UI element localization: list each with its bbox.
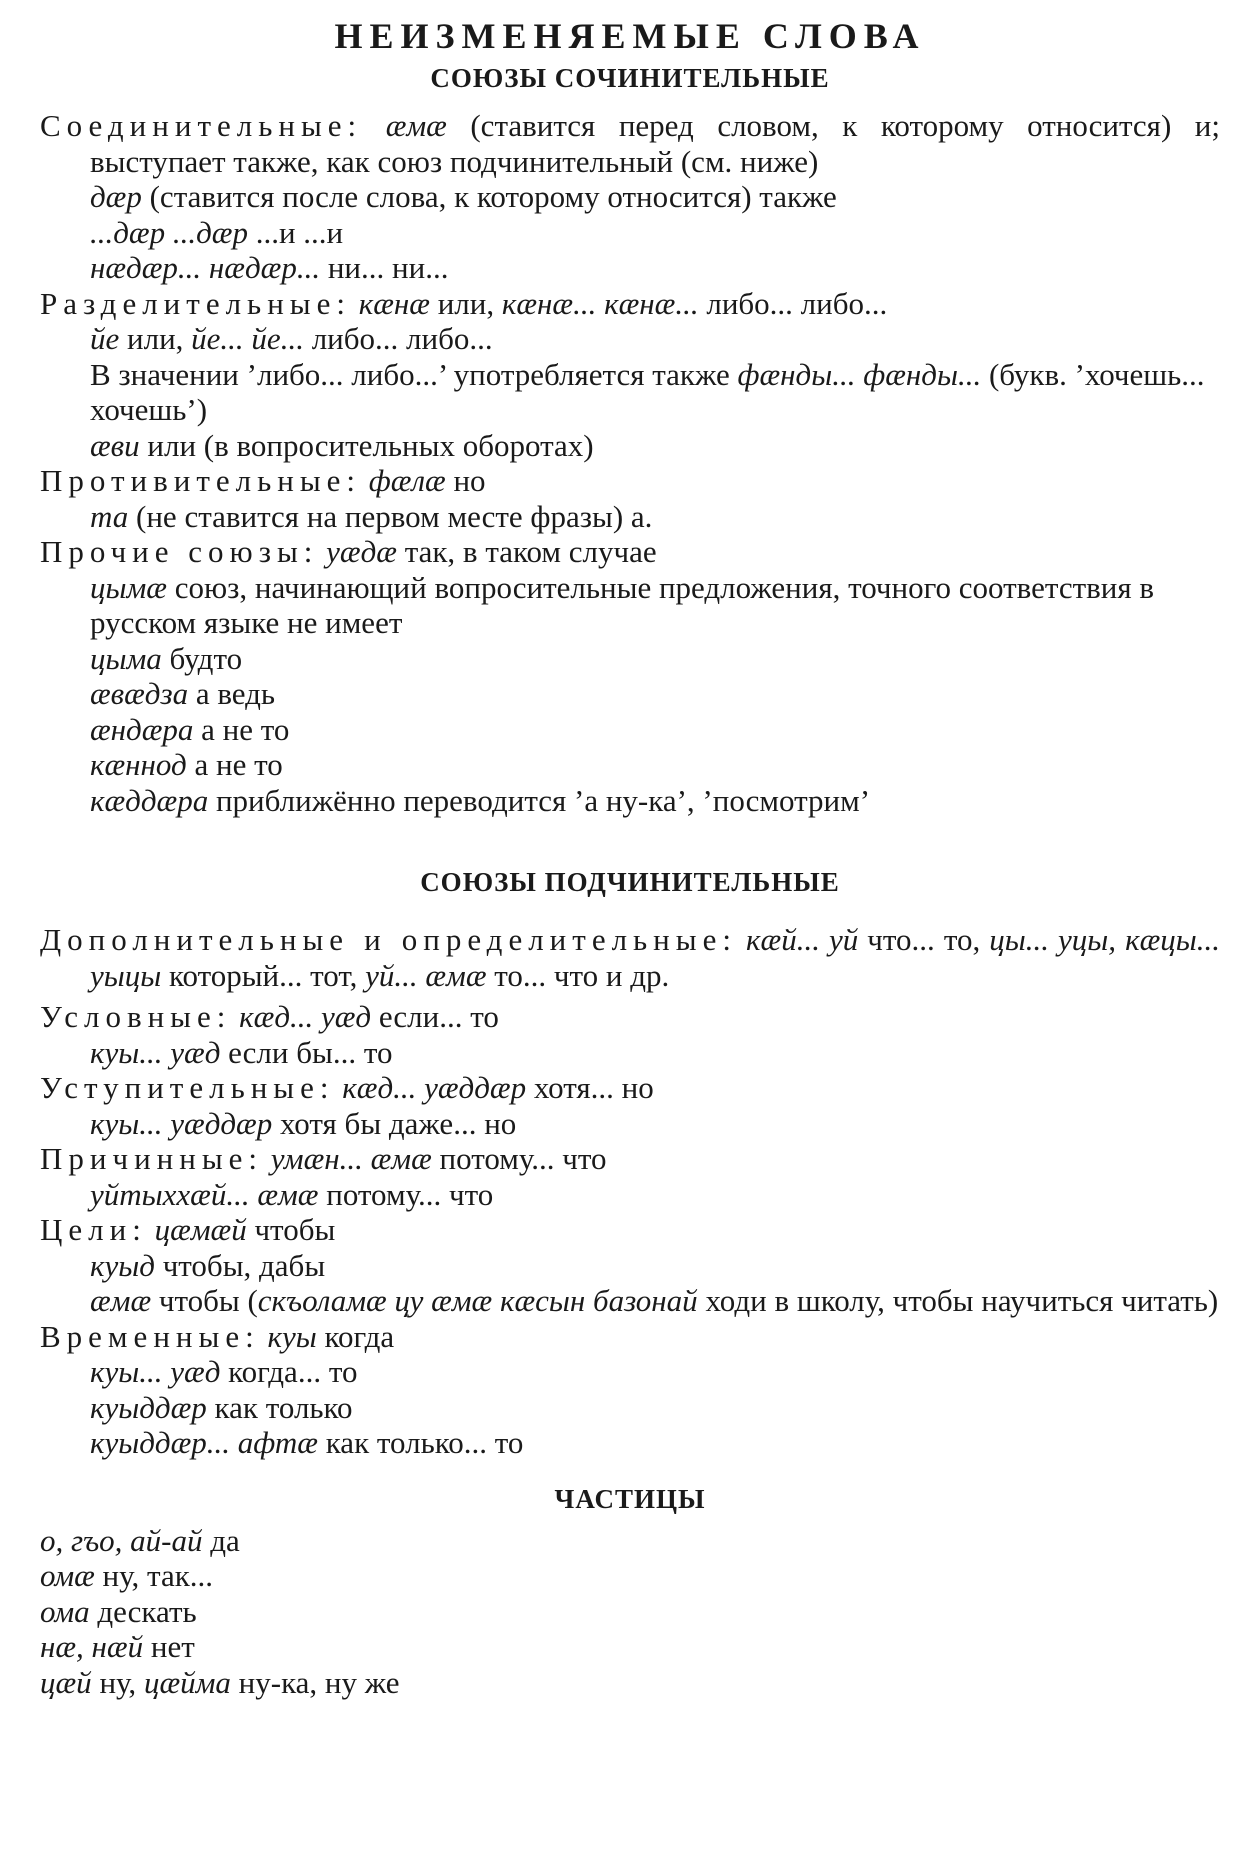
russian-gloss: либо... либо...	[698, 285, 888, 321]
russian-gloss: то... что и др.	[486, 957, 670, 993]
osetian-term: кæнæ... кæнæ...	[501, 285, 699, 321]
osetian-term: фæнды... фæнды...	[737, 356, 982, 392]
category-label: Цели:	[40, 1212, 147, 1247]
entry-category-line	[40, 286, 1220, 322]
category-label: Противительные:	[40, 463, 362, 498]
russian-gloss: хотя бы даже... но	[272, 1105, 517, 1141]
section-coordinating-conjunctions	[40, 108, 1220, 818]
section-subordinating-conjunctions	[40, 922, 1220, 1461]
category-label: Причинные:	[40, 1141, 264, 1176]
russian-gloss: ходи в школу, чтобы научиться читать)	[697, 1283, 1219, 1318]
entry-category-line	[40, 534, 1220, 570]
entry-line	[40, 1665, 1220, 1701]
entry-line	[40, 357, 1220, 428]
osetian-term: ...дæр ...дæр	[90, 214, 248, 250]
osetian-term: кæй... уй	[746, 922, 859, 957]
entry-line	[40, 676, 1220, 712]
entry-line	[40, 1523, 1220, 1559]
osetian-term: куы... уæд	[90, 1354, 221, 1389]
russian-gloss: ну, так...	[94, 1558, 214, 1593]
category-label: Дополнительные и определительные:	[40, 922, 737, 957]
entry-line	[40, 428, 1220, 464]
entry-line	[40, 215, 1220, 251]
osetian-term: куы... уæд	[90, 1034, 221, 1070]
entry-line	[40, 1106, 1220, 1142]
osetian-term: йе	[90, 321, 120, 356]
osetian-term: цымæ	[90, 569, 167, 605]
entry-category-line	[40, 999, 1220, 1035]
entry-line	[40, 321, 1220, 357]
osetian-term: куыддæр... афтæ	[90, 1425, 318, 1460]
russian-gloss: но	[445, 463, 486, 498]
russian-gloss: да	[202, 1522, 240, 1558]
category-label: Соединительные:	[40, 108, 363, 143]
osetian-term: кæннод	[90, 747, 187, 782]
osetian-term: куы	[267, 1318, 317, 1354]
entry-line	[40, 179, 1220, 215]
russian-gloss: а не то	[186, 747, 283, 782]
entry-line	[40, 1558, 1220, 1594]
russian-gloss: когда	[316, 1318, 395, 1354]
entry-line	[40, 712, 1220, 748]
osetian-term: цыма	[90, 640, 162, 676]
osetian-term: кæд... уæддæр	[342, 1070, 527, 1105]
russian-gloss: чтобы	[246, 1212, 336, 1247]
osetian-term: кæнæ	[358, 285, 430, 321]
russian-gloss: (букв. ’хочешь... хочешь’)	[90, 356, 1205, 427]
page-title: НЕИЗМЕНЯЕМЫЕ СЛОВА	[334, 16, 926, 56]
entry-line	[40, 1390, 1220, 1426]
russian-gloss: хотя... но	[526, 1070, 654, 1105]
entry-line	[40, 1283, 1220, 1319]
osetian-term: о, гъо, ай-ай	[40, 1522, 203, 1558]
russian-gloss: если бы... то	[220, 1034, 393, 1070]
russian-gloss: а не то	[193, 711, 290, 747]
entry-line	[40, 641, 1220, 677]
osetian-term: ома	[40, 1593, 90, 1629]
entry-category-line	[40, 1141, 1220, 1177]
russian-gloss: что... то,	[858, 922, 990, 957]
russian-gloss: или,	[429, 285, 502, 321]
entry-category-line	[40, 1212, 1220, 1248]
entry-line	[40, 499, 1220, 535]
entry-category-line	[40, 463, 1220, 499]
entry-line	[40, 747, 1220, 783]
russian-gloss: дескать	[89, 1593, 197, 1629]
russian-gloss: как только	[206, 1389, 353, 1425]
russian-gloss: нет	[143, 1629, 195, 1664]
entry-line	[40, 1177, 1220, 1213]
entry-line	[40, 1425, 1220, 1461]
category-label: Уступительные:	[40, 1070, 335, 1105]
russian-gloss: который... тот,	[161, 957, 366, 993]
entry-line	[40, 1594, 1220, 1630]
category-label: Временные:	[40, 1318, 260, 1354]
entry-category-line	[40, 1070, 1220, 1106]
osetian-term: куы... уæддæр	[90, 1105, 273, 1141]
russian-gloss: или (в вопросительных оборотах)	[139, 427, 594, 463]
russian-gloss: когда... то	[220, 1354, 358, 1389]
russian-gloss: потому... что	[318, 1176, 494, 1212]
entry-line	[40, 783, 1220, 819]
category-label: Прочие союзы:	[40, 534, 319, 569]
russian-gloss: а ведь	[188, 676, 276, 711]
osetian-term: куыд	[90, 1247, 155, 1283]
entry-category-line	[40, 108, 1220, 179]
russian-gloss: (не ставится на первом месте фразы) а.	[128, 498, 653, 534]
osetian-term: кæд... уæд	[239, 999, 372, 1034]
osetian-term: дæр	[90, 179, 142, 214]
entry-category-line	[40, 922, 1220, 993]
russian-gloss: чтобы (	[151, 1283, 258, 1318]
russian-gloss: союз, начинающий вопросительные предложения, точного соответствия в русском языке не имеет	[90, 569, 1155, 640]
russian-gloss: будто	[161, 640, 243, 676]
osetian-term: æмæ	[385, 108, 447, 143]
osetian-term: уй... æмæ	[365, 957, 487, 993]
osetian-term: умæн... æмæ	[270, 1141, 432, 1176]
osetian-term: цæмæй	[154, 1212, 247, 1247]
category-label: Условные:	[40, 999, 232, 1034]
category-label: Разделительные:	[40, 285, 351, 321]
osetian-term: нæ, нæй	[40, 1629, 144, 1664]
russian-gloss: ну-ка, ну же	[230, 1664, 400, 1700]
entry-line	[40, 1035, 1220, 1071]
section-heading-subordinating: СОЮЗЫ ПОДЧИНИТЕЛЬНЫЕ	[420, 867, 840, 897]
russian-gloss: потому... что	[431, 1141, 607, 1176]
osetian-term: уйтыххæй... æмæ	[90, 1176, 319, 1212]
entry-line	[40, 570, 1220, 641]
russian-gloss: так, в таком случае	[396, 534, 657, 569]
osetian-term: скъоламæ цу æмæ кæсын базонай	[257, 1283, 698, 1318]
entry-line	[40, 250, 1220, 286]
entry-line	[40, 1629, 1220, 1665]
osetian-term: кæддæра	[90, 782, 209, 818]
russian-gloss: ну,	[91, 1664, 144, 1700]
osetian-term: омæ	[40, 1558, 95, 1593]
section-heading-particles: ЧАСТИЦЫ	[554, 1483, 706, 1514]
russian-gloss: ...и ...и	[247, 214, 344, 250]
osetian-term: æндæра	[90, 711, 194, 747]
russian-gloss: либо... либо...	[303, 321, 493, 356]
russian-gloss: если... то	[371, 999, 499, 1034]
russian-gloss: приближённо переводится ’а ну-ка’, ’посмотрим’	[208, 782, 871, 818]
osetian-term: æвæдза	[90, 676, 189, 711]
russian-gloss: (ставится перед словом, к которому относится) и; выступает также, как союз подчинительный (см. ниже)	[90, 108, 1220, 179]
entry-line	[40, 1354, 1220, 1390]
osetian-term: цæй	[40, 1664, 92, 1700]
osetian-term: нæдæр... нæдæр...	[90, 250, 321, 285]
osetian-term: æви	[90, 427, 140, 463]
osetian-term: та	[90, 498, 129, 534]
russian-gloss: или,	[119, 321, 192, 356]
section-particles	[40, 1523, 1220, 1701]
russian-gloss: ни... ни...	[320, 250, 449, 285]
russian-gloss: В значении ’либо... либо...’ употребляется также	[90, 356, 738, 392]
section-heading-coordinating: СОЮЗЫ СОЧИНИТЕЛЬНЫЕ	[430, 63, 830, 93]
osetian-term: æмæ	[90, 1283, 152, 1318]
osetian-term: уæдæ	[326, 534, 397, 569]
osetian-term: фæлæ	[368, 463, 446, 498]
osetian-term: йе... йе...	[191, 321, 304, 356]
osetian-term: цæйма	[143, 1664, 231, 1700]
russian-gloss: чтобы, дабы	[154, 1247, 326, 1283]
russian-gloss: (ставится после слова, к которому относится) также	[141, 179, 837, 214]
osetian-term: цы... уцы, кæцы... уыцы	[90, 922, 1221, 993]
entry-category-line	[40, 1319, 1220, 1355]
osetian-term: куыддæр	[90, 1389, 207, 1425]
entry-line	[40, 1248, 1220, 1284]
russian-gloss: как только... то	[317, 1425, 524, 1460]
